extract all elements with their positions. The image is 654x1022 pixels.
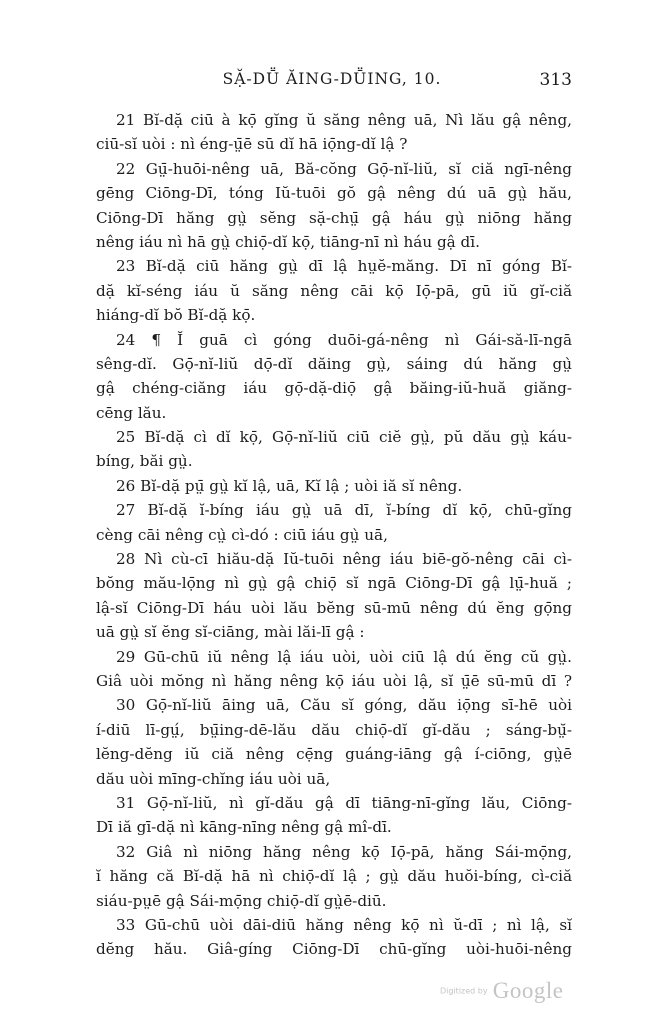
text-line: 32 Giâ nì niōng hăng nêng kọ̄ Iọ̄-pā, hăng Sái-mọ̄ng, xyxy=(116,842,572,861)
text-line: cèng cāi nêng cṳ̀ cì-dó : ciū iáu gṳ̀ uā, xyxy=(96,525,388,544)
text-line: 29 Gū-chū iŭ nêng lậ iáu uòi, uòi ciū lậ dú ĕng cŭ gṳ̀. xyxy=(116,647,572,666)
text-line: ĭ hăng că Bĭ-dặ hā nì chiọ̄-dĭ lậ ; gṳ̀ dău huŏi-bíng, cì-ciă xyxy=(96,867,572,886)
text-line: uā gṳ̀ sĭ ĕng sĭ-ciāng, mài lăi-lī gậ : xyxy=(96,623,365,642)
text-line: bŏng mău-lọ̄ng nì gṳ̀ gậ chiọ̄ sĭ ngā Ciōng-Dī gậ lṳ̄-huă ; xyxy=(96,574,572,593)
body-text xyxy=(96,108,572,962)
text-line: í-diū lī-gṳ́, bṳ̄ing-dē-lău dău chiọ̄-dĭ gĭ-dău ; sáng-bṳ̆- xyxy=(96,720,572,739)
page-header xyxy=(92,70,572,94)
text-line: 21 Bĭ-dặ ciū à kọ̄ gĭng ŭ săng nêng uā, Nì lău gậ nêng, xyxy=(116,111,572,129)
text-line: sêng-dĭ. Gọ̄-nĭ-liŭ dọ̄-dĭ dăing gṳ̀, sáing dú hăng gṳ̀ xyxy=(96,354,572,373)
text-line: 26 Bĭ-dặ pṳ̄ gṳ̀ kĭ lậ, uā, Kĭ lậ ; uòi iă sĭ nêng. xyxy=(116,476,463,495)
text-line: siáu-pṳē gậ Sái-mọ̄ng chiọ̄-dĭ gṳ̀ē-diū. xyxy=(96,891,387,910)
digitized-label: Digitized by xyxy=(440,986,488,996)
text-line: nêng iáu nì hā gṳ̀ chiọ̄-dĭ kọ̄, tiāng-nī nì háu gậ dī. xyxy=(96,232,480,251)
text-line: lậ-sĭ Ciōng-Dī háu uòi lău bĕng sū-mū nêng dú ĕng gọ̄ng xyxy=(96,598,572,617)
text-line: Ciōng-Dī hăng gṳ̀ sĕng sặ-chṳ̄ gậ háu gṳ̀ niōng hăng xyxy=(96,208,572,227)
text-line: ciū-sĭ uòi : nì éng-ṳ̄ē sū dĭ hā iọ̄ng-dĭ lậ ? xyxy=(96,135,408,154)
text-line: 25 Bĭ-dặ cì dĭ kọ̄, Gọ̄-nĭ-liŭ ciū ciĕ gṳ̀, pŭ dău gṳ̀ káu- xyxy=(116,428,572,447)
text-line: dău uòi mīng-chĭng iáu uòi uā, xyxy=(96,769,331,788)
text-line: 22 Gṳ̄-huōi-nêng uā, Bă-cŏng Gọ̄-nĭ-liŭ, sĭ ciă ngī-nêng xyxy=(116,159,572,178)
text-line: cēng lău. xyxy=(96,403,167,422)
text-line: Dī iă gī-dặ nì kāng-nīng nêng gậ mî-dī. xyxy=(96,818,392,837)
text-line: 24 ¶ Ĭ guā cì góng duōi-gá-nêng nì Gái-să-lī-ngā xyxy=(116,330,572,349)
text-line: 31 Gọ̄-nĭ-liŭ, nì gĭ-dău gậ dī tiāng-nī-gĭng lău, Ciōng- xyxy=(116,793,572,812)
running-head: SẶ-DṺ ĂING-DṺING, 10. xyxy=(222,70,442,88)
text-line: dặ kĭ-séng iáu ŭ săng nêng cāi kọ̄ Iọ̄-pā, gū iŭ gĭ-ciă xyxy=(96,281,572,300)
text-line: 28 Nì cù-cī hiău-dặ Iŭ-tuōi nêng iáu biē-gŏ-nêng cāi cì- xyxy=(116,550,572,569)
text-line: dĕng hău. Giâ-gíng Ciōng-Dī chū-gĭng uòi-huōi-nêng xyxy=(96,940,572,959)
text-line: hiáng-dĭ bŏ Bĭ-dặ kọ̄. xyxy=(96,306,256,325)
text-line: 30 Gọ̄-nĭ-liŭ āing uā, Cău sĭ góng, dău iọ̄ng sī-hē uòi xyxy=(116,696,572,715)
google-logo: Google xyxy=(492,978,564,1003)
text-line: gậ chéng-ciăng iáu gọ̄-dặ-diọ̄ gậ băing-iŭ-huă giăng- xyxy=(96,379,572,398)
text-line: Giâ uòi mŏng nì hăng nêng kọ̄ iáu uòi lậ, sĭ ṳ̄ē sū-mū dī ? xyxy=(96,671,572,690)
text-line: 23 Bĭ-dặ ciū hăng gṳ̀ dī lậ hṳĕ-măng. Dī nī góng Bĭ- xyxy=(116,257,572,276)
text-line: gēng Ciōng-Dī, tóng Iŭ-tuōi gŏ gậ nêng dú uā gṳ̀ hău, xyxy=(96,184,572,203)
text-line: 33 Gū-chū uòi dāi-diū hăng nêng kọ̄ nì ŭ-dī ; nì lậ, sĭ xyxy=(116,915,572,934)
digitized-by-google-watermark xyxy=(440,978,563,1004)
text-line: lĕng-dĕng iŭ ciă nêng cẹ̄ng guáng-iāng gậ í-ciōng, gṳ̀ē xyxy=(96,745,572,764)
text-line: bíng, băi gṳ̀. xyxy=(96,452,193,471)
text-line: 27 Bĭ-dặ ĭ-bíng iáu gṳ̀ uā dī, ĭ-bíng dĭ kọ̄, chū-gĭng xyxy=(116,501,572,520)
page-number: 313 xyxy=(539,70,572,90)
